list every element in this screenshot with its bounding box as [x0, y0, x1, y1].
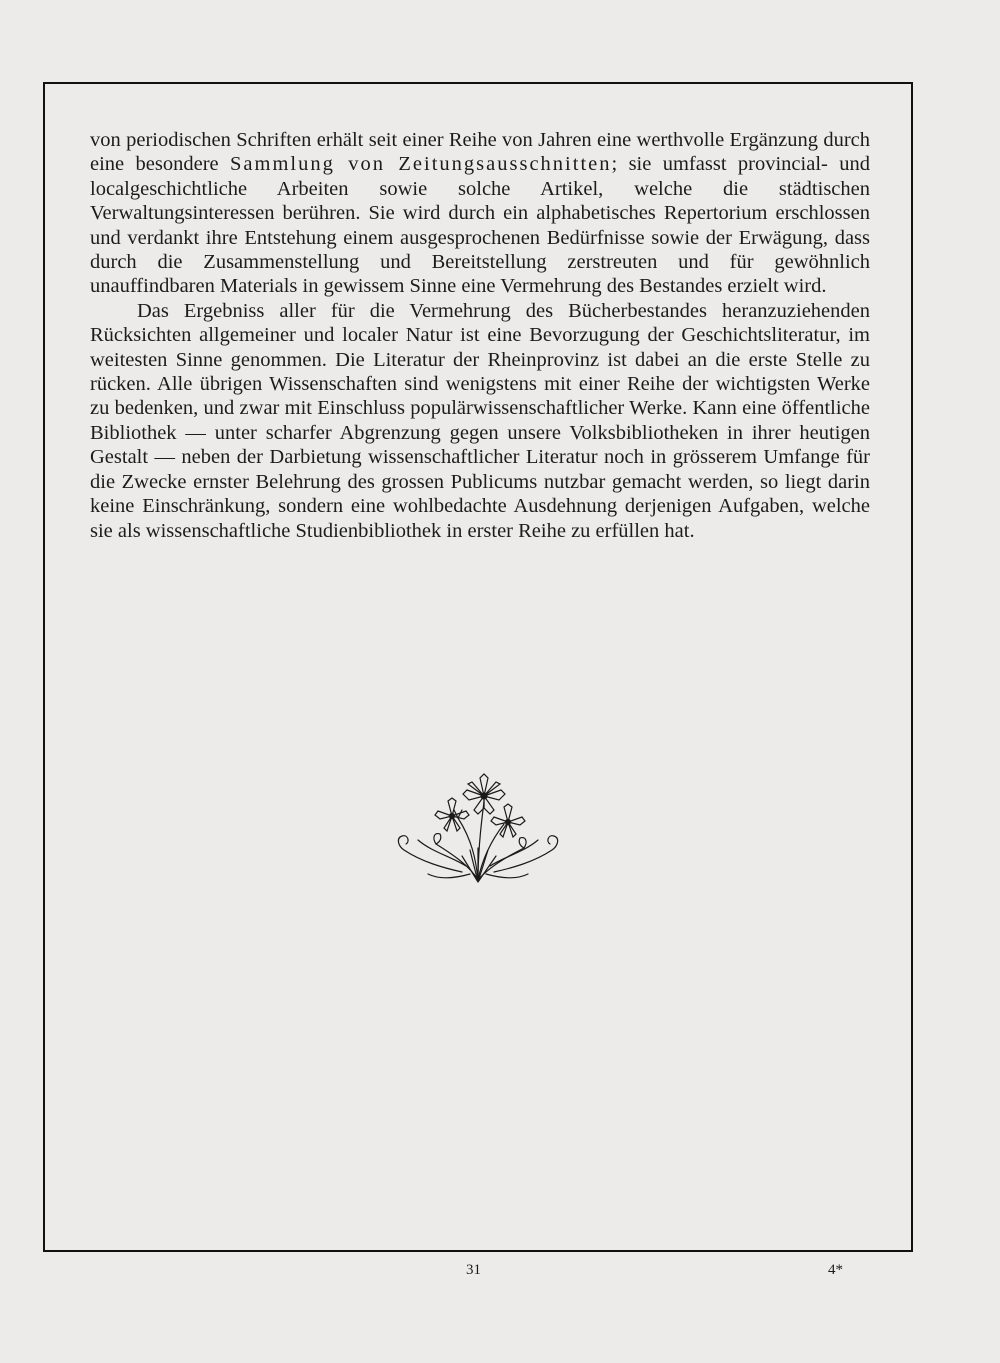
paragraph-2-text: Das Ergebniss aller für die Vermehrung des Bücherbestandes heranzuziehenden Rücksichten allgemeiner und localer Natur ist eine Bevorzugung der Geschichtsliteratur, im weitesten Sinne genommen. Die Literatur der Rheinprovinz ist dabei an die erste Stelle zu rücken. Alle übrigen Wissenschaften sind wenigstens mit einer Reihe der wichtigsten Werke zu bedenken, und zwar mit Einschluss populärwissenschaftlicher Werke. Kann eine öffentliche Bibliothek — unter scharfer Abgrenzung gegen unsere Volksbibliotheken in ihrer heutigen Gestalt — neben der Darbietung wissenschaftlicher Literatur noch in grösserem Umfange für die Zwecke ernster Belehrung des grossen Publicums nutzbar gemacht werden, so liegt darin keine Einschränkung, sondern eine wohlbedachte Ausdehnung derjenigen Aufgaben, welche sie als wissenschaftliche Studienbibliothek in erster Reihe zu erfüllen hat. [90, 299, 870, 542]
paragraph-1-spaced-term: Sammlung von Zeitungsausschnitten [230, 153, 612, 176]
paragraph-1 [90, 128, 870, 299]
page-number: 31 [466, 1262, 481, 1278]
body-text [90, 128, 870, 543]
paragraph-2 [90, 299, 870, 543]
cornflower-bouquet-icon [392, 770, 564, 890]
signature-mark: 4* [828, 1262, 843, 1278]
paragraph-1-part-1: von periodischen Schriften erhält seit einer Reihe von Jahren eine werthvolle Ergänzung durch eine besondere [90, 129, 870, 176]
paragraph-1-part-2: ; sie umfasst provincial- und localgeschichtliche Arbeiten sowie solche Artikel, welche die städtischen Verwaltungsinteressen berühren. Sie wird durch ein alphabetisches Repertorium erschlossen und verdankt ihre Entstehung einem ausgesprochenen Bedürfnisse sowie der Erwägung, dass durch die Zusammenstellung und Bereitstellung zerstreuten und für gewöhnlich unauffindbaren Materials in gewissem Sinne eine Vermehrung des Bestandes erzielt wird. [90, 153, 870, 298]
